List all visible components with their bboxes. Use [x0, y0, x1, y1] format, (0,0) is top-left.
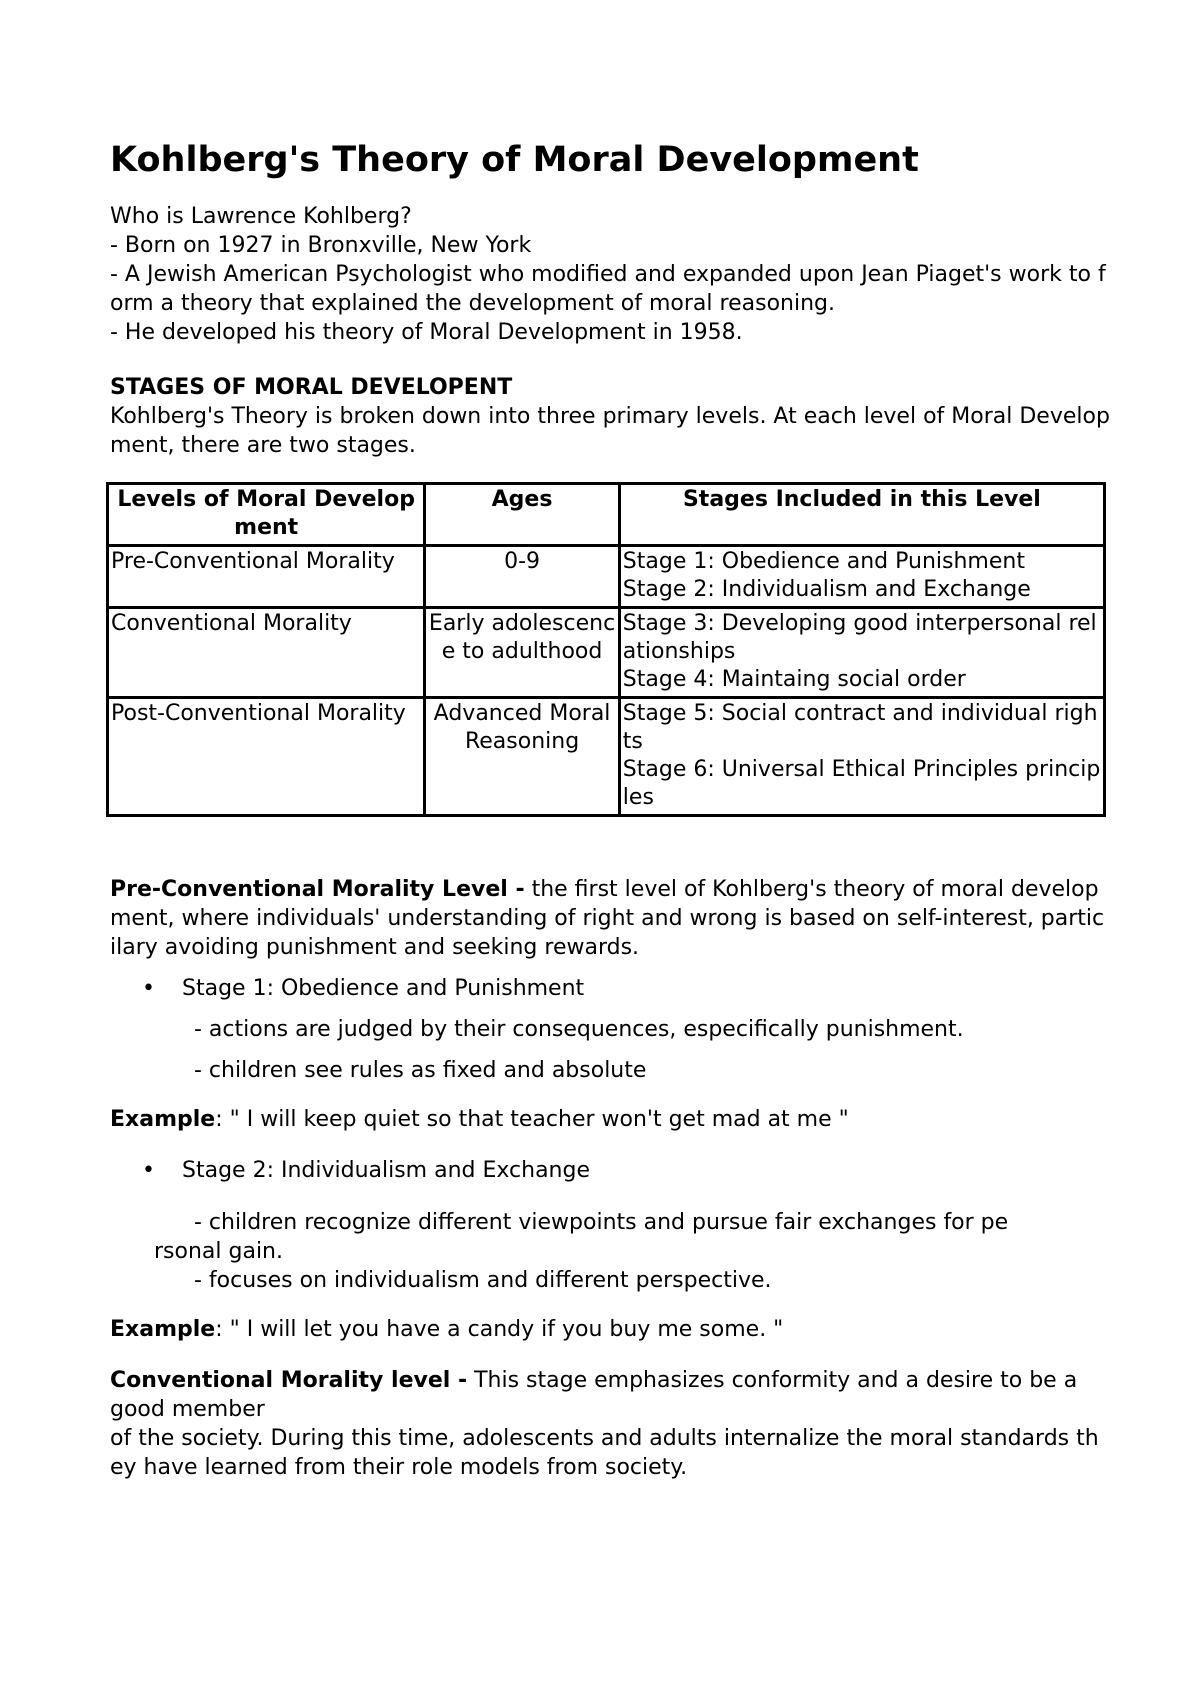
stage2-point-continued: rsonal gain.	[154, 1239, 283, 1264]
stage2-bullet-item	[110, 1156, 1110, 1185]
stage1-bullet-item	[110, 974, 1110, 1003]
stage2-example	[110, 1315, 1110, 1344]
stage1-title: Stage 1: Obedience and Punishment	[182, 976, 585, 1001]
table-header-row	[108, 484, 1105, 546]
conventional-text: This stage emphasizes conformity and a desire to be a good member	[110, 1368, 1078, 1422]
intro-question: Who is Lawrence Kohlberg?	[110, 204, 412, 229]
table-row	[108, 608, 1105, 698]
example-label: Example	[110, 1107, 216, 1132]
stages-description: Kohlberg's Theory is broken down into three primary levels. At each level of Moral Development, there are two stages.	[110, 404, 1110, 458]
stages-cell	[619, 608, 1104, 698]
stages-cell	[619, 698, 1104, 816]
levels-table	[106, 482, 1106, 817]
level-cell: Post-Conventional Morality	[108, 698, 425, 816]
stage-entry: Stage 4: Maintaing social order	[622, 667, 966, 692]
example-text: : " I will keep quiet so that teacher won't get mad at me "	[215, 1107, 849, 1132]
table-header-cell: Ages	[425, 484, 619, 546]
document-page	[110, 140, 1110, 1482]
level-cell: Conventional Morality	[108, 608, 425, 698]
intro-line: - He developed his theory of Moral Development in 1958.	[110, 320, 743, 345]
conventional-text-continued: of the society. During this time, adolescents and adults internalize the moral standards they have learned from their role models from society.	[110, 1426, 1099, 1480]
example-label: Example	[110, 1317, 216, 1342]
stage2-title: Stage 2: Individualism and Exchange	[182, 1158, 590, 1183]
stage2-point: - focuses on individualism and different perspective.	[194, 1268, 772, 1293]
pre-conventional-lead: Pre-Conventional Morality Level -	[110, 877, 525, 902]
stage-entry: Stage 1: Obedience and Punishment	[622, 549, 1025, 574]
stage1-example	[110, 1105, 1110, 1134]
stages-heading: STAGES OF MORAL DEVELOPENT	[110, 375, 513, 400]
table-header-cell: Levels of Moral Development	[108, 484, 425, 546]
intro-line: - Born on 1927 in Bronxville, New York	[110, 233, 532, 258]
stage2-point: - children recognize different viewpoints and pursue fair exchanges for pe	[194, 1210, 1009, 1235]
example-text: : " I will let you have a candy if you buy me some. "	[215, 1317, 784, 1342]
intro-section	[110, 202, 1110, 347]
stage-entry: Stage 2: Individualism and Exchange	[622, 577, 1031, 602]
stage1-point: - children see rules as fixed and absolute	[194, 1058, 647, 1083]
ages-cell: 0-9	[425, 546, 619, 608]
stage-entry: Stage 5: Social contract and individual rights	[622, 701, 1098, 754]
table-header-cell: Stages Included in this Level	[619, 484, 1104, 546]
intro-line: - A Jewish American Psychologist who modified and expanded upon Jean Piaget's work to form a theory that explained the development of moral reasoning.	[110, 262, 1106, 316]
ages-cell: Advanced Moral Reasoning	[425, 698, 619, 816]
stage-entry: Stage 6: Universal Ethical Principles principles	[622, 757, 1101, 810]
conventional-lead: Conventional Morality level -	[110, 1368, 468, 1393]
conventional-paragraph	[110, 1366, 1110, 1482]
stage-entry: Stage 3: Developing good interpersonal relationships	[622, 611, 1097, 664]
pre-conventional-text: the first level of Kohlberg's theory of moral development, where individuals' understanding of right and wrong is based on self-interest, particilary avoiding punishment and seeking rewards.	[110, 877, 1105, 960]
stage1-point: - actions are judged by their consequences, especifically punishment.	[194, 1017, 964, 1042]
stages-cell	[619, 546, 1104, 608]
page-title: Kohlberg's Theory of Moral Development	[110, 140, 919, 180]
ages-cell: Early adolescence to adulthood	[425, 608, 619, 698]
bullet-marker: •	[142, 1158, 155, 1183]
table-row	[108, 546, 1105, 608]
table-row	[108, 698, 1105, 816]
bullet-marker: •	[142, 976, 155, 1001]
pre-conventional-paragraph	[110, 875, 1110, 962]
level-cell: Pre-Conventional Morality	[108, 546, 425, 608]
